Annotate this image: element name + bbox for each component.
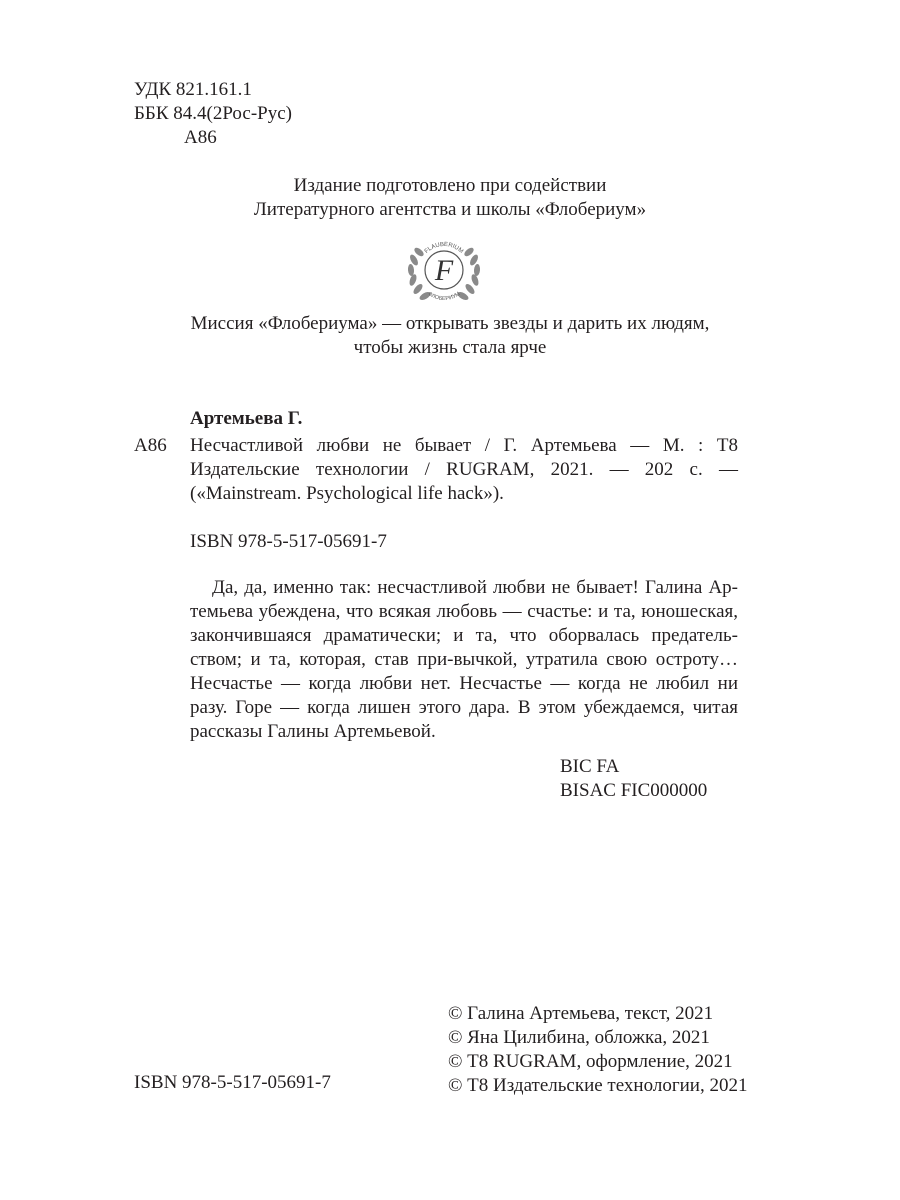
author-mark: А86 [184,127,217,148]
record-line-2: Издательские технологии / RUGRAM, 2021. — 202 с. — [190,459,738,480]
record-line-1: Несчастливой любви не бывает / Г. Артемьева — М. : Т8 [190,435,738,456]
author-heading: Артемьева Г. [190,408,303,429]
copyright-line-3: © Т8 RUGRAM, оформление, 2021 [448,1051,733,1072]
mission-line-2: чтобы жизнь стала ярче [353,337,547,358]
bbk-code: ББК 84.4(2Рос-Рус) [134,103,292,124]
annotation-line-6: разу. Горе — когда лишен этого дара. В этом убеждаемся, читая [190,697,738,718]
isbn-bottom: ISBN 978-5-517-05691-7 [134,1072,331,1093]
annotation-line-3: закончившаяся драматически; и та, что оборвалась предатель- [190,625,738,646]
bic-code: BIC FA [560,756,620,777]
subject-codes [560,755,707,803]
mission-line-1: Миссия «Флобериума» — открывать звезды и дарить их людям, [190,313,710,334]
isbn-main: ISBN 978-5-517-05691-7 [190,531,387,552]
annotation-line-4: ством; и та, которая, став при-вычкой, утратила свою остроту… [190,649,738,670]
svg-text:FLAUBERIUM: FLAUBERIUM [423,241,465,255]
bisac-code: BISAC FIC000000 [560,780,708,801]
copyright-block [448,1002,747,1098]
flauberium-logo-icon [404,230,484,310]
svg-text:F: F [434,254,454,287]
prepared-line-2: Литературного агентства и школы «Флобериум» [253,199,647,220]
annotation-line-5: Несчастье — когда любви нет. Несчастье — когда не любил ни [190,673,738,694]
annotation-line-1: Да, да, именно так: несчастливой любви не бывает! Галина Ар- [212,577,738,598]
record-line-3: («Mainstream. Psychological life hack»). [190,483,504,504]
mission-statement [130,312,770,360]
udk-code: УДК 821.161.1 [134,79,252,100]
prepared-note [150,174,750,222]
copyright-line-2: © Яна Цилибина, обложка, 2021 [448,1027,710,1048]
copyright-line-1: © Галина Артемьева, текст, 2021 [448,1003,714,1024]
prepared-line-1: Издание подготовлено при содействии [293,175,607,196]
record-mark: А86 [134,435,167,456]
annotation-line-7: рассказы Галины Артемьевой. [190,721,436,742]
svg-text:ФЛОБЕРИУМ: ФЛОБЕРИУМ [426,291,462,303]
annotation [190,576,738,744]
record-description [190,434,738,506]
classification-block [134,78,292,150]
annotation-line-2: темьева убеждена, что всякая любовь — счастье: и та, юношеская, [190,601,738,622]
copyright-line-4: © Т8 Издательские технологии, 2021 [448,1075,748,1096]
